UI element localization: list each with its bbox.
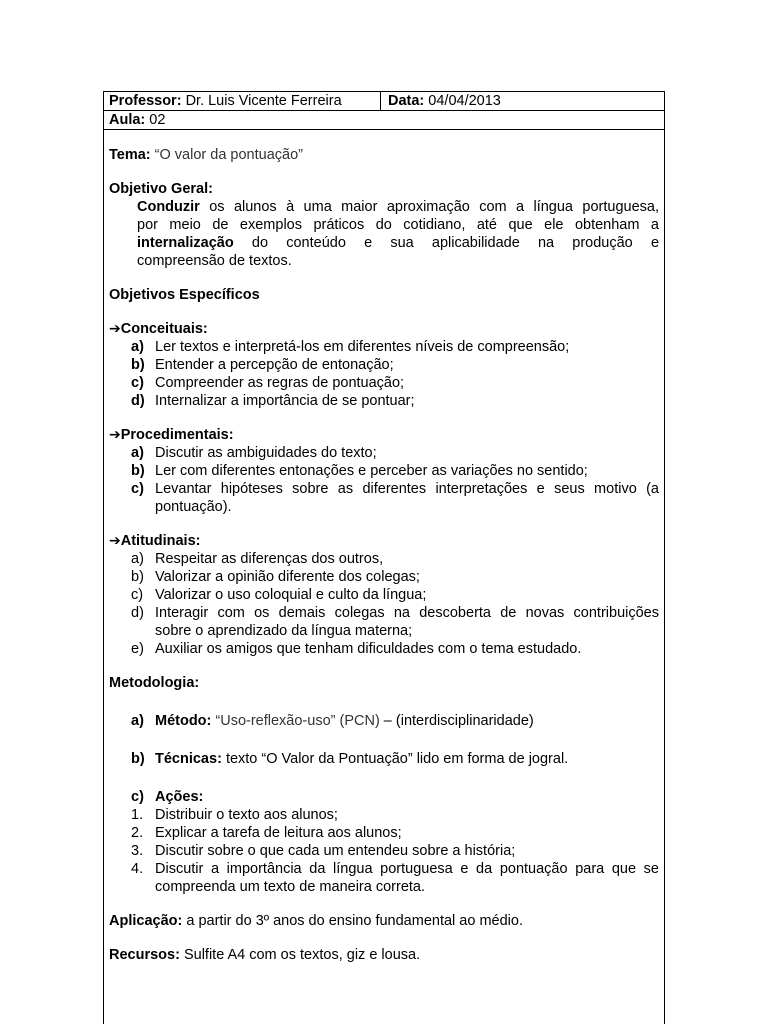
- list-item: b) Ler com diferentes entonações e perceber as variações no sentido;: [131, 463, 588, 479]
- lesson-content: [109, 146, 659, 964]
- tema-value: “O valor da pontuação”: [154, 147, 303, 163]
- professor-label: Professor:: [109, 93, 182, 109]
- list-item: b) Valorizar a opinião diferente dos colegas;: [131, 569, 420, 585]
- list-item: 1. Distribuir o texto aos alunos;: [131, 807, 338, 823]
- objetivo-geral-line-2: por meio de exemplos práticos do cotidiano, até que ele obtenham a: [137, 217, 659, 233]
- list-item: c) Compreender as regras de pontuação;: [131, 375, 405, 391]
- metodo-line: a) Método: “Uso-reflexão-uso” (PCN) – (interdisciplinaridade): [131, 713, 534, 729]
- right-border: [664, 91, 665, 1024]
- aula-cell: [109, 111, 165, 129]
- left-border: [103, 91, 104, 1024]
- list-item: 3. Discutir sobre o que cada um entendeu sobre a história;: [131, 843, 516, 859]
- date-value: 04/04/2013: [428, 93, 501, 109]
- list-item: e) Auxiliar os amigos que tenham dificuldades com o tema estudado.: [131, 641, 582, 657]
- objetivo-geral-line-3: internalização do conteúdo e sua aplicabilidade na produção e: [137, 235, 660, 251]
- tecnicas-line: b) Técnicas: texto “O Valor da Pontuação” lido em forma de jogral.: [131, 751, 569, 767]
- list-item: c) Levantar hipóteses sobre as diferentes interpretações e seus motivo (a: [131, 481, 659, 497]
- professor-cell: [109, 92, 342, 110]
- objetivo-geral-line-1: Conduzir os alunos à uma maior aproximação com a língua portuguesa,: [137, 199, 659, 215]
- atitudinais-heading: ➔Atitudinais:: [109, 533, 201, 549]
- list-item: 2. Explicar a tarefa de leitura aos alunos;: [131, 825, 402, 841]
- list-item: b) Entender a percepção de entonação;: [131, 357, 394, 373]
- list-item: 4. Discutir a importância da língua portuguesa e da pontuação para que se: [131, 861, 659, 877]
- conceituais-heading: ➔Conceituais:: [109, 321, 208, 337]
- objetivo-geral-line-4: compreensão de textos.: [137, 253, 292, 269]
- table-bottom-border: [103, 129, 665, 130]
- list-item: a) Discutir as ambiguidades do texto;: [131, 445, 377, 461]
- metodologia-heading: Metodologia:: [109, 675, 200, 691]
- list-item-continuation: compreenda um texto de maneira correta.: [155, 879, 425, 895]
- aula-value: 02: [149, 112, 166, 128]
- list-item: a) Ler textos e interpretá-los em diferentes níveis de compreensão;: [131, 339, 570, 355]
- procedimentais-heading: ➔Procedimentais:: [109, 427, 234, 443]
- header-column-divider: [380, 91, 381, 110]
- right-arrow-icon: ➔: [109, 533, 121, 549]
- right-arrow-icon: ➔: [109, 427, 121, 443]
- table-row-divider: [103, 110, 665, 111]
- list-item-continuation: pontuação).: [155, 499, 232, 515]
- professor-value: Dr. Luis Vicente Ferreira: [185, 93, 342, 109]
- objetivo-geral-heading: Objetivo Geral:: [109, 181, 213, 197]
- date-label: Data:: [388, 93, 425, 109]
- tema-label: Tema:: [109, 147, 151, 163]
- right-arrow-icon: ➔: [109, 321, 121, 337]
- date-cell: [388, 92, 501, 110]
- objetivos-especificos-heading: Objetivos Específicos: [109, 287, 260, 303]
- list-item: a) Respeitar as diferenças dos outros,: [131, 551, 384, 567]
- list-item: d) Interagir com os demais colegas na descoberta de novas contribuições: [131, 605, 659, 621]
- list-item-continuation: sobre o aprendizado da língua materna;: [155, 623, 413, 639]
- aula-label: Aula:: [109, 112, 146, 128]
- list-item: d) Internalizar a importância de se pontuar;: [131, 393, 415, 409]
- tema-line: [109, 146, 659, 164]
- aplicacao-line: Aplicação: a partir do 3º anos do ensino fundamental ao médio.: [109, 913, 523, 929]
- acoes-heading: c) Ações:: [131, 789, 204, 805]
- list-item: c) Valorizar o uso coloquial e culto da língua;: [131, 587, 427, 603]
- recursos-line: Recursos: Sulfite A4 com os textos, giz e lousa.: [109, 947, 421, 963]
